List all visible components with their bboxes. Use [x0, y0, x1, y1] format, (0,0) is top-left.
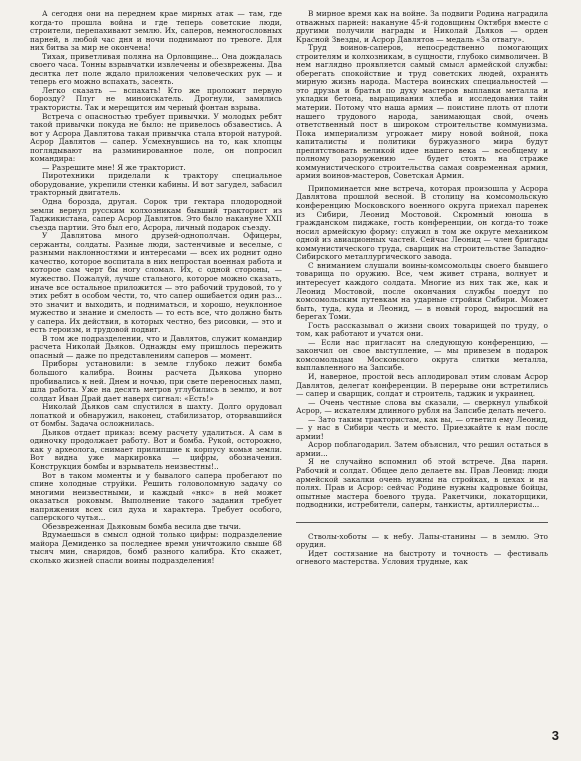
right-column — [296, 10, 548, 725]
paragraph: Легко сказать — вспахать! Кто же проложит первую борозду? Плуг не миноискатель. Дрогнули, замялись трактористы. Так и мерещится им черный фонтан взрыва. — [30, 85, 282, 113]
paragraph: Асрор поблагодарил. Затем объяснил, что решил остаться в армии... — [296, 440, 548, 458]
paragraph: А сегодня они на переднем крае мирных атак — там, где когда-то прошла война и где теперь советские люди, строители, перепахивают землю. Их, саперов, немногословных парней, в любой час дня и ночи поднимают по тревоге. Для них битва за мир не окончена! — [30, 10, 282, 53]
page-number: 3 — [551, 728, 559, 743]
section-divider — [296, 522, 548, 523]
paragraph: — Если нас пригласят на следующую конференцию, — закончил он свое выступление, — мы привезем в подарок комсомольцам Московского округа слитки металла, выплавленного на Запсибе. — [296, 337, 548, 373]
paragraph: Вот в таком моменты и у бывалого сапера пробегают по спине холодные струйки. Решить головоломную задачу со многими неизвестными, и каждый «нкс» в ней может оказаться роковым. Выполнение такого задания требует напряжения всех сил духа и характера. Требует особого, саперского чутья... — [30, 470, 282, 523]
paragraph: — Очень честные слова вы сказали, — сверкнул улыбкой Асрор, — искателям длинного рубля на Запсибе делать нечего. — [296, 397, 548, 416]
paragraph: Одна борозда, другая. Сорок три гектара плодородной земли вернул русским колхозникам бывший тракторист из Таджикистана, сапер Асрор Давлятов. Это было накануне XXII съезда партии. Это был его, Асрора, личный подарок съезду. — [30, 197, 282, 232]
paragraph: Тихая, приветливая поляна на Орловщине... Она дождалась своего часа. Тонны взрывчатки извлечены и обезврежены. Два десятка лет поле ждало приложения человеческих рук — и теперь его можно вспахать, засеять. — [30, 51, 282, 87]
paragraph: Пиротехники приделали к трактору специальное оборудование, укрепили стенки кабины. И вот загудел, забасил тракторный двигатель. — [30, 171, 282, 198]
paragraph: Обезвреженная Дьяковым бомба весила две тычи. — [42, 521, 241, 531]
two-column-text — [30, 10, 561, 725]
paragraph: И, наверное, простой весь аплодировал этим словам Асрор Давлятов, делегат конференции. В перерыве они встретились — сапер и сварщик, солдат и строитель, таджик и украинец. — [296, 371, 548, 399]
paragraph: С вниманием слушали воины-комсомольцы своего бывшего товарища по оружию. Все, чем живет страна, волнует и интересует каждого солдата. Многие из них так же, как и Леонид Мостовой, после окончания службы поедут по комсомольским путевкам на ударные стройки Сибири. Может быть, туда, куда и Леонид, — в новый город, выросший на берегах Томи. — [296, 260, 548, 322]
paragraph: Николай Дьяков сам спустился в шахту. Долго орудовал лопаткой и обнаружил, наконец, стабилизатор, оторвавшийся от бомбы. Задача осложнилась. — [30, 402, 282, 429]
closing-paragraph: Идет состязание на быстроту и точность — фестиваль огневого мастерства. Условия трудные, как — [296, 548, 548, 567]
paragraph: Приборы установили: в земле глубоко лежит бомба большого калибра. Воины расчета Дьякова упорно пробивались к ней. Днем и ночью, при свете переносных ламп, шла работа. Уже на десять метров углубились в землю, и вот солдат Иван Драй дает наверх сигнал: «Есть!» — [30, 359, 282, 403]
left-column — [30, 10, 282, 725]
paragraph: — Зато таким трактористам, как вы, — ответил ему Леонид, — у нас в Сибири честь и место. Приезжайте к нам после армии! — [296, 414, 548, 441]
verse-line: Стволы-хоботы — к небу. Лапы-станины — в землю. Это орудия. — [296, 531, 548, 550]
paragraph: Гость рассказывал о жизни своих товарищей по труду, о том, как работают и учатся они. — [296, 320, 548, 339]
paragraph: Встреча с опасностью требует привычки. У молодых ребят такой привычки покуда не было: не привелось обзавестись. А вот у Асрора Давлятова такая привычка стала второй натурой. Асрор Давлятов — сапер. Усмехнувшись на то, как хлопцы поглядывают на разминированное поле, он попросил командира: — [30, 111, 282, 164]
paragraph: Вдумаешься в смысл одной только цифры: подразделение майора Демиденко за последнее время уничтожило свыше 68 тысяч мин, снарядов, бомб разного калибра. Кто скажет, сколько жизней спасли воины подразделения! — [30, 530, 282, 565]
paragraph: Дьяков отдает приказ: всему расчету удалиться. А сам в одиночку продолжает работу. Вот и бомба. Рукой, осторожно, как у археолога, снимает прилипшие к корпусу комья земли. Вот видна уже маркировка — цифры, обозначения. Конструкция бомбы и взрыватель неизвестны!.. — [30, 427, 282, 471]
paragraph: В мирное время как на войне. За подвиги Родина наградила отважных парней: накануне 45-й годовщины Октября вместе с другими получили награды и Николай Дьяков — орден Красной Звезды, и Асрор Давлятов — медаль «За отвагу». — [296, 10, 548, 44]
paragraph: Труд воинов-саперов, непосредственно помогающих строителям и колхозникам, в сущности, глубоко символичен. В нем наглядно проявляется самый смысл армейской службы: оберегать спокойствие и труд советских людей, охранять мирную жизнь народа. Мастера воинских специальностей — это друзья и братья по духу мастеров выплавки металла и укладки бетона, выращивания хлеба и исследования тайн материи. Потому что наша армия — поистине плоть от плоти нашего трудового народа, занимающая свой, очень ответственный пост в широком строительстве коммунизма. Пока империализм угрожает миру новой войной, пока капиталисты и политики буржуазного мира будут препятствовать великой идее нашего века — всеобщему и полному разоружению — будет стоять на страже коммунистического строительства самая современная армия, армия воинов-мастеров, Советская Армия. — [296, 43, 548, 181]
paragraph: — Разрешите мне! Я же тракторист. — [42, 162, 186, 172]
paragraph: У Давлятова много друзей-однополчан. Офицеры, сержанты, солдаты. Разные люди, застенчивые и веселые, с разными наклонностями и интересами — всех их роднит одно качество, которое воспитала в них непростая военная работа и которое сам черт бы ногу сломал. Их, с одной стороны, — мужество. Пожалуй, лучше стального, которое можно сказать, иначе все остальное приложится — это рабочий трудовой, то у этих ребят в особом чести, то, что сапер ошибается один раз... это значит и выходить, и подниматься, и хорошо, неуклонное мужество и знание и смелость — то есть все, что должно быть у сапера. Их действия, в которых честно, без рисовки, — это и есть героизм, и трудовой подвиг. — [30, 231, 282, 335]
paragraph: В том же подразделении, что и Давлятов, служит командир расчета Николай Дьяков. Однажды ему пришлось пережить опасный — даже по представлениям саперов — момент. — [30, 333, 282, 360]
paragraph: Я не случайно вспомнил об этой встрече. Два парня. Рабочий и солдат. Общее дело делаете вы. Прав Леонид: люди армейской закалки очень нужны на стройках, в цехах и на полях. Прав и Асрор: сейчас Родине нужны кадровые бойцы, опытные мастера боевого труда. Ракетчики, локаторщики, подводники, истребители, саперы, танкисты, артиллеристы... — [296, 457, 548, 510]
paragraph: Припоминается мне встреча, которая произошла у Асрора Давлятова прошлой весной. В столицу на комсомольскую конференцию Московского военного округа приехал паренек из Сибири, Леонид Мостовой. Скромный юноша в гражданском пиджаке, гость конференции, он когда-то тоже носил армейскую форму: служил в том же округе механиком одной из авиационных частей. Сейчас Леонид — член бригады коммунистического труда, сварщик на строительстве Западно-Сибирского металлургического завода. — [296, 183, 548, 262]
